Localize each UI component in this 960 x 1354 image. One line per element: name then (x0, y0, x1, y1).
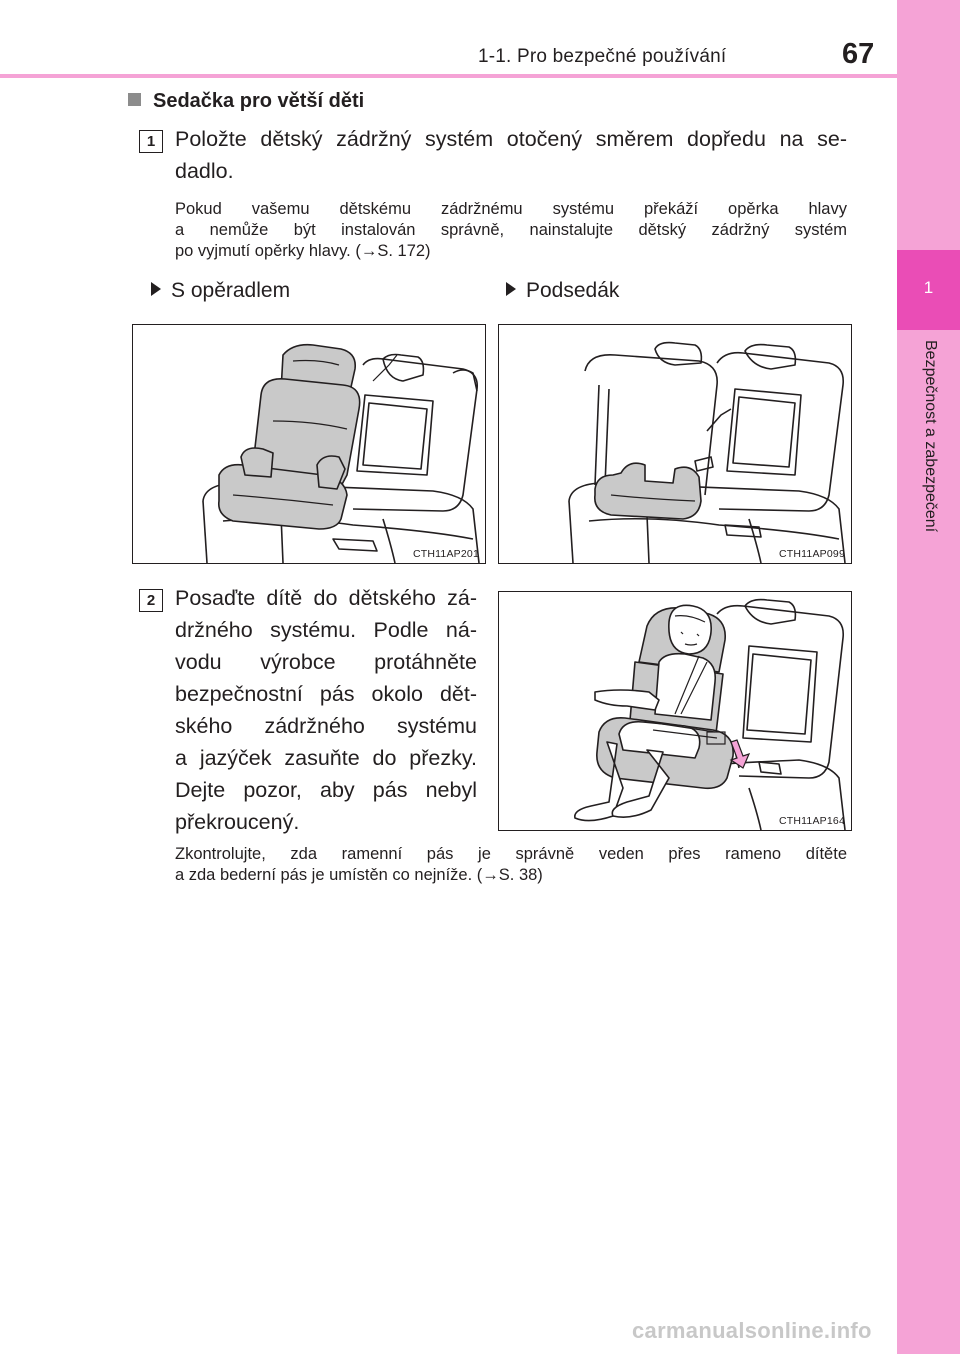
step-2-line: vodu výrobce protáhněte (175, 650, 477, 674)
step-2-line: Dejte pozor, aby pás nebyl (175, 778, 477, 802)
figure-code: CTH11AP201 (412, 548, 479, 560)
page-number: 67 (842, 38, 875, 70)
chapter-number: 1 (923, 278, 934, 297)
step-1-badge: 1 (139, 130, 163, 153)
figure-code: CTH11AP099 (778, 548, 845, 560)
step-2-line: držného systému. Podle ná- (175, 618, 477, 642)
child-seated-illustration (499, 592, 851, 830)
step-1-line: dadlo. (175, 159, 234, 183)
step-2-line: překroucený. (175, 810, 300, 834)
option-label-backrest (151, 279, 290, 303)
section-title: 1-1. Pro bezpečné používání (478, 46, 727, 67)
step-2-line: ského zádržného systému (175, 714, 477, 738)
option-label-text: S opěradlem (171, 279, 291, 302)
step-1-note-line: a nemůže být instalován správně, nainstalujte dětský zádržný systém (175, 221, 847, 239)
step-2-note (175, 844, 847, 886)
step-2-badge: 2 (139, 589, 163, 612)
figure-booster-cushion (498, 324, 852, 564)
section-heading (128, 90, 364, 113)
figure-child-in-seat (498, 591, 852, 831)
step-2-line: bezpečnostní pás okolo dět- (175, 682, 477, 706)
triangle-bullet-icon (506, 282, 516, 296)
step-1-line: Položte dětský zádržný systém otočený směrem dopředu na se- (175, 127, 847, 151)
header-rule (0, 74, 897, 78)
step-1-text (175, 123, 847, 187)
chapter-title: Bezpečnost a zabezpečení (922, 340, 939, 533)
figure-booster-with-backrest (132, 324, 486, 564)
option-label-text: Podsedák (526, 279, 620, 302)
step-2-note-line: Zkontrolujte, zda ramenní pás je správně veden přes rameno dítěte (175, 845, 847, 863)
step-2-note-line: a zda bederní pás je umístěn co nejníže. (→S. 38) (175, 866, 543, 884)
figure-code: CTH11AP164 (778, 815, 845, 827)
step-1-note-line: po vyjmutí opěrky hlavy. (→S. 172) (175, 242, 431, 260)
step-1-note (175, 199, 847, 262)
watermark-link[interactable]: carmanualsonline.info (632, 1318, 872, 1343)
triangle-bullet-icon (151, 282, 161, 296)
option-label-booster (506, 279, 619, 303)
step-1-note-line: Pokud vašemu dětskému zádržnému systému překáží opěrka hlavy (175, 200, 847, 218)
step-2-line: a jazýček zasuňte do přezky. (175, 746, 477, 770)
step-2-text (175, 582, 477, 838)
heading-text: Sedačka pro větší děti (153, 90, 365, 112)
side-tab-bar (897, 0, 960, 1354)
chapter-tab[interactable] (897, 250, 960, 330)
heading-square-icon (128, 93, 141, 106)
seat-with-backrest-illustration (133, 325, 485, 563)
step-2-line: Posaďte dítě do dětského zá- (175, 586, 477, 610)
booster-cushion-illustration (499, 325, 851, 563)
